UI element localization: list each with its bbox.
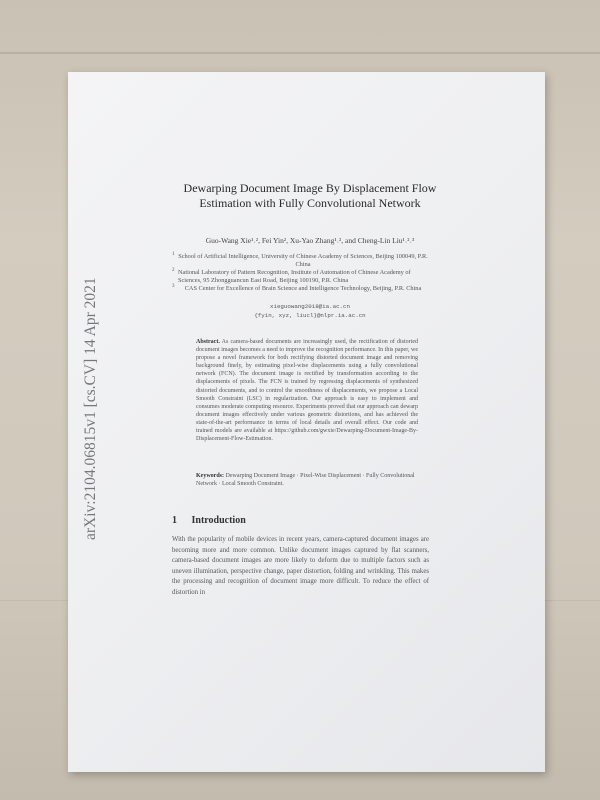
abstract-label: Abstract. xyxy=(196,339,220,345)
email-address: {fyin, xyz, liucl}@nlpr.ia.ac.cn xyxy=(254,312,366,319)
keywords xyxy=(196,472,418,488)
affiliation-3 xyxy=(172,284,428,293)
email-address: xieguowang2018@ia.ac.cn xyxy=(269,303,350,310)
abstract-text: As camera-based documents are increasingly used, the rectification of distorted document images becomes a need to improve the recognition performance. In this paper, we propose a novel framework for both rectifying distorted document image and removing background finely, by estimating pixel-wise displacements using a fully convolutional network (FCN). The document image is rectified by transformation according to the displacements of pixels. The FCN is trained by regressing displacements of synthesized distorted documents, and to control the smoothness of displacements, we propose a Local Smooth Constraint (LSC) in regularization. Our approach is easy to implement and consumes moderate computing resource. Experiments proved that our approach can dewarp document images effectively under various geometric distortions, and has achieved the state-of-the-art performance in terms of local details and overall effect. Our code and trained models are available at https://github.com/gwxie/Dewarping-Document-Image-By-Displacement-Flow-Estimation. xyxy=(196,339,418,443)
affiliation-2 xyxy=(172,268,428,285)
arxiv-stamp: arXiv:2104.06815v1 [cs.CV] 14 Apr 2021 xyxy=(82,277,99,540)
floor-tile-seam xyxy=(0,52,600,54)
affiliation-1 xyxy=(172,252,428,269)
section-heading xyxy=(172,515,246,526)
affiliation-number: 3 xyxy=(172,284,175,289)
paper-title: Dewarping Document Image By Displacement Flow Estimation with Fully Convolutional Network xyxy=(183,181,437,210)
affiliation-text: CAS Center for Excellence of Brain Science and Intelligence Technology, Beijing, P.R. China xyxy=(184,285,422,292)
affiliation-text: National Laboratory of Pattern Recognition, Institute of Automation of Chinese Academy of Sciences, 95 Zhongguancun East Road, Beijing 100190, P.R. China xyxy=(178,269,411,284)
author-list: Guo-Wang Xie¹˒², Fei Yin², Xu-Yao Zhang¹˒², and Cheng-Lin Liu¹˒²˒³ xyxy=(205,236,415,245)
section-number: 1 xyxy=(172,515,177,526)
abstract xyxy=(196,338,418,443)
keywords-text: Dewarping Document Image · Pixel-Wise Displacement · Fully Convolutional Network · Local Smooth Constraint. xyxy=(196,473,415,488)
affiliation-number: 2 xyxy=(172,268,175,273)
keywords-label: Keywords: xyxy=(196,473,224,479)
affiliation-number: 1 xyxy=(172,252,175,257)
section-body-text: With the popularity of mobile devices in recent years, camera-captured document images are becoming more and more common. Unlike document images captured by flat scanners, camera-based document images are more likely to deform due to multiple factors such as uneven illumination, perspective change, paper distortion, folding and wrinkling. This makes the processing and recognition of document image more difficult. To reduce the effect of distortion in xyxy=(172,536,429,596)
affiliation-text: School of Artificial Intelligence, University of Chinese Academy of Sciences, Beijing 100049, P.R. China xyxy=(178,253,428,268)
section-title: Introduction xyxy=(191,515,246,526)
